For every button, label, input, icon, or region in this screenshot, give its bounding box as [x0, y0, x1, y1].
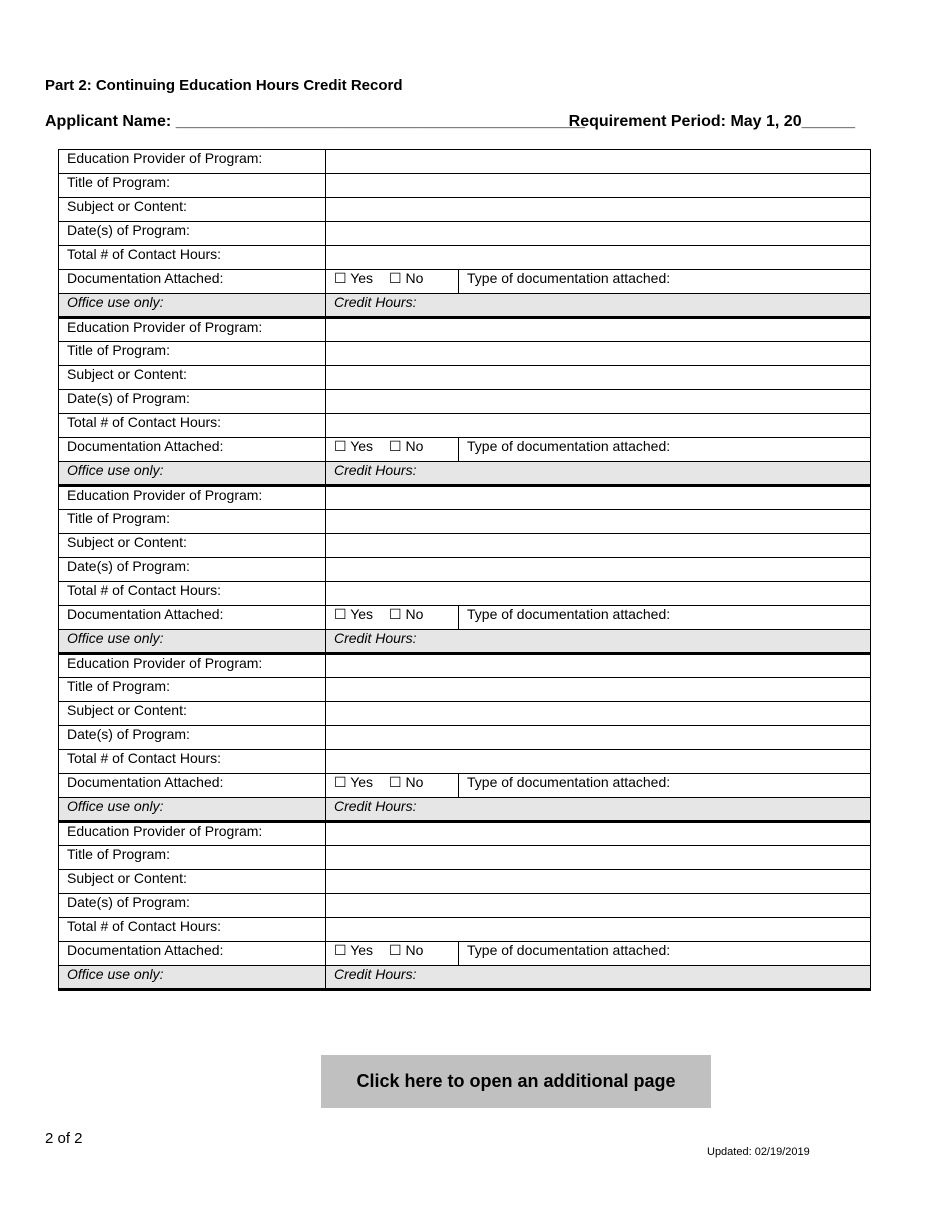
office-use-label: Office use only: — [59, 462, 326, 486]
row-label: Title of Program: — [59, 342, 326, 366]
yes-checkbox[interactable]: ☐ Yes — [334, 438, 374, 454]
record-row-provider — [59, 822, 871, 846]
record-row-hours — [59, 414, 871, 438]
provider-input[interactable] — [326, 150, 871, 174]
documentation-type-field[interactable]: Type of documentation attached: — [459, 606, 871, 630]
updated-date: Updated: 02/19/2019 — [707, 1146, 810, 1158]
part-title: Part 2: Continuing Education Hours Credit Record — [45, 77, 403, 94]
row-label: Education Provider of Program: — [59, 486, 326, 510]
record-row-title — [59, 174, 871, 198]
row-label: Date(s) of Program: — [59, 726, 326, 750]
provider-input[interactable] — [326, 318, 871, 342]
documentation-checkboxes — [326, 942, 459, 966]
no-checkbox[interactable]: ☐ No — [389, 606, 424, 622]
row-label: Title of Program: — [59, 846, 326, 870]
row-label: Documentation Attached: — [59, 270, 326, 294]
row-label: Education Provider of Program: — [59, 150, 326, 174]
applicant-line — [45, 113, 855, 131]
documentation-checkboxes — [326, 606, 459, 630]
record-row-documentation — [59, 606, 871, 630]
row-label: Total # of Contact Hours: — [59, 750, 326, 774]
record-row-title — [59, 678, 871, 702]
subject-input[interactable] — [326, 870, 871, 894]
row-label: Title of Program: — [59, 678, 326, 702]
page-number: 2 of 2 — [45, 1130, 83, 1147]
credit-hours-field: Credit Hours: — [326, 966, 871, 990]
yes-checkbox[interactable]: ☐ Yes — [334, 942, 374, 958]
title-input[interactable] — [326, 678, 871, 702]
applicant-name-field[interactable]: Applicant Name: ______________________________________________ — [45, 113, 586, 130]
row-label: Documentation Attached: — [59, 774, 326, 798]
record-row-office-use — [59, 630, 871, 654]
no-checkbox[interactable]: ☐ No — [389, 438, 424, 454]
documentation-type-field[interactable]: Type of documentation attached: — [459, 270, 871, 294]
record-row-dates — [59, 558, 871, 582]
record-row-provider — [59, 150, 871, 174]
row-label: Subject or Content: — [59, 366, 326, 390]
documentation-checkboxes — [326, 438, 459, 462]
record-row-title — [59, 846, 871, 870]
row-label: Total # of Contact Hours: — [59, 414, 326, 438]
row-label: Date(s) of Program: — [59, 222, 326, 246]
record-row-provider — [59, 318, 871, 342]
row-label: Date(s) of Program: — [59, 894, 326, 918]
record-row-dates — [59, 726, 871, 750]
row-label: Education Provider of Program: — [59, 822, 326, 846]
dates-input[interactable] — [326, 894, 871, 918]
record-row-subject — [59, 198, 871, 222]
office-use-label: Office use only: — [59, 294, 326, 318]
subject-input[interactable] — [326, 366, 871, 390]
yes-checkbox[interactable]: ☐ Yes — [334, 606, 374, 622]
documentation-checkboxes — [326, 774, 459, 798]
hours-input[interactable] — [326, 414, 871, 438]
row-label: Subject or Content: — [59, 870, 326, 894]
record-row-subject — [59, 534, 871, 558]
record-row-documentation — [59, 774, 871, 798]
dates-input[interactable] — [326, 726, 871, 750]
no-checkbox[interactable]: ☐ No — [389, 942, 424, 958]
documentation-checkboxes — [326, 270, 459, 294]
row-label: Documentation Attached: — [59, 438, 326, 462]
row-label: Total # of Contact Hours: — [59, 918, 326, 942]
provider-input[interactable] — [326, 822, 871, 846]
record-row-provider — [59, 654, 871, 678]
credit-hours-field: Credit Hours: — [326, 630, 871, 654]
record-row-hours — [59, 918, 871, 942]
record-row-hours — [59, 582, 871, 606]
hours-input[interactable] — [326, 582, 871, 606]
title-input[interactable] — [326, 510, 871, 534]
documentation-type-field[interactable]: Type of documentation attached: — [459, 438, 871, 462]
office-use-label: Office use only: — [59, 798, 326, 822]
yes-checkbox[interactable]: ☐ Yes — [334, 774, 374, 790]
documentation-type-field[interactable]: Type of documentation attached: — [459, 774, 871, 798]
record-row-documentation — [59, 942, 871, 966]
row-label: Education Provider of Program: — [59, 318, 326, 342]
row-label: Documentation Attached: — [59, 606, 326, 630]
documentation-type-field[interactable]: Type of documentation attached: — [459, 942, 871, 966]
row-label: Title of Program: — [59, 510, 326, 534]
provider-input[interactable] — [326, 654, 871, 678]
record-row-subject — [59, 366, 871, 390]
dates-input[interactable] — [326, 558, 871, 582]
subject-input[interactable] — [326, 198, 871, 222]
dates-input[interactable] — [326, 222, 871, 246]
record-row-title — [59, 342, 871, 366]
record-row-hours — [59, 246, 871, 270]
provider-input[interactable] — [326, 486, 871, 510]
record-row-subject — [59, 702, 871, 726]
title-input[interactable] — [326, 174, 871, 198]
hours-input[interactable] — [326, 246, 871, 270]
credit-hours-field: Credit Hours: — [326, 462, 871, 486]
record-row-subject — [59, 870, 871, 894]
open-additional-page-button[interactable]: Click here to open an additional page — [321, 1055, 711, 1108]
row-label: Date(s) of Program: — [59, 558, 326, 582]
record-row-documentation — [59, 438, 871, 462]
record-row-office-use — [59, 798, 871, 822]
office-use-label: Office use only: — [59, 966, 326, 990]
no-checkbox[interactable]: ☐ No — [389, 774, 424, 790]
record-row-title — [59, 510, 871, 534]
credit-hours-field: Credit Hours: — [326, 798, 871, 822]
row-label: Subject or Content: — [59, 534, 326, 558]
row-label: Total # of Contact Hours: — [59, 582, 326, 606]
row-label: Documentation Attached: — [59, 942, 326, 966]
record-row-office-use — [59, 462, 871, 486]
row-label: Education Provider of Program: — [59, 654, 326, 678]
row-label: Title of Program: — [59, 174, 326, 198]
row-label: Total # of Contact Hours: — [59, 246, 326, 270]
record-row-documentation — [59, 270, 871, 294]
no-checkbox[interactable]: ☐ No — [389, 270, 424, 286]
row-label: Subject or Content: — [59, 198, 326, 222]
hours-input[interactable] — [326, 918, 871, 942]
office-use-label: Office use only: — [59, 630, 326, 654]
title-input[interactable] — [326, 846, 871, 870]
hours-input[interactable] — [326, 750, 871, 774]
row-label: Subject or Content: — [59, 702, 326, 726]
credit-record-table — [58, 149, 871, 991]
dates-input[interactable] — [326, 390, 871, 414]
requirement-period-field[interactable]: Requirement Period: May 1, 20______ — [568, 113, 855, 130]
subject-input[interactable] — [326, 702, 871, 726]
record-row-office-use — [59, 966, 871, 990]
title-input[interactable] — [326, 342, 871, 366]
subject-input[interactable] — [326, 534, 871, 558]
record-row-provider — [59, 486, 871, 510]
record-row-hours — [59, 750, 871, 774]
record-row-dates — [59, 390, 871, 414]
row-label: Date(s) of Program: — [59, 390, 326, 414]
record-row-dates — [59, 222, 871, 246]
record-row-dates — [59, 894, 871, 918]
record-row-office-use — [59, 294, 871, 318]
yes-checkbox[interactable]: ☐ Yes — [334, 270, 374, 286]
credit-hours-field: Credit Hours: — [326, 294, 871, 318]
